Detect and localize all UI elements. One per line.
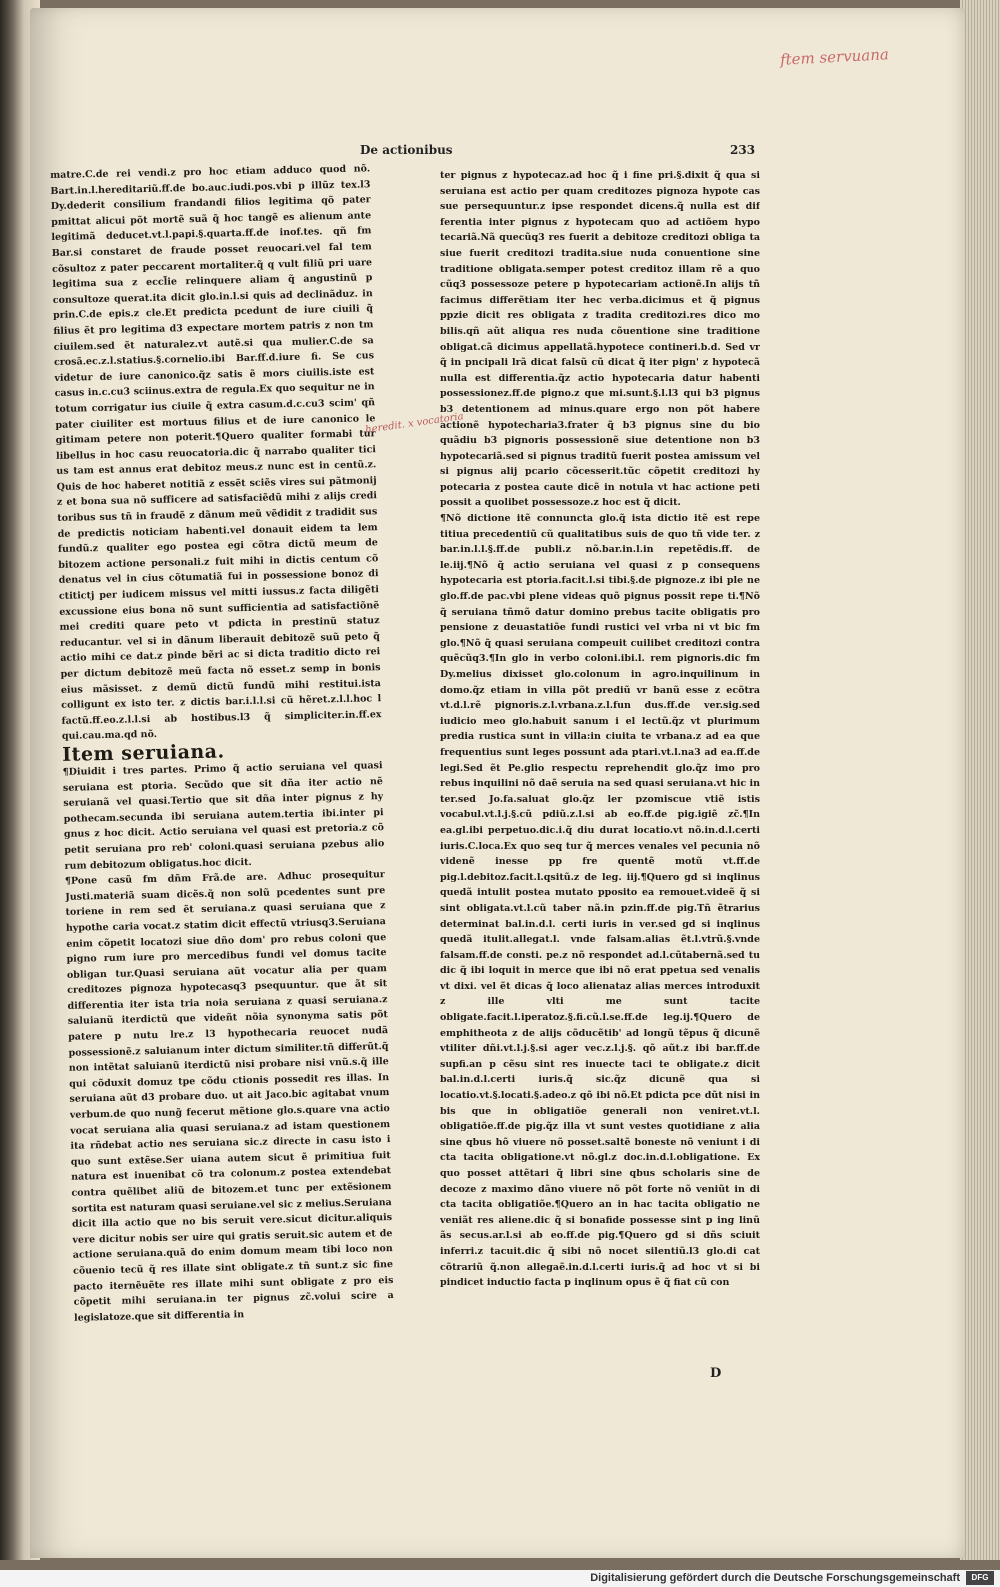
folio-number: 233 — [730, 143, 756, 157]
catchword: D — [710, 1366, 722, 1381]
running-head: De actionibus — [360, 143, 453, 157]
section-rubric: Item seruiana. — [62, 740, 225, 766]
left-paragraph-1: matre.C.de rei vendi.z pro hoc etiam adduco quod nõ. Bart.in.l.hereditariũ.ff.de bo.auc.iudi.pos.vbi p illũz tex.l3 Dy.dederit consilium frandandi filios legitima qõ pater pmittat alicui põt mortẽ suã q̃ hoc tangẽ es alienum ante legitimã deducet.vt.l.papi.§.quarta.ff.de inof.tes. qñ fm Bar.si constaret de fraude posset reuocari.vel fal tem cõsultoz z pater peccarent mortaliter.q̃ q vult filiũ pri uare legitima sua z eccl̃ie relinquere aliam q̃ angustinũ p consultoze querat.ita dicit glo.in.l.si quis ad declinãduz. in prin.C.de epis.z cle.Et predicta pcedunt de iure ciuili q̃ filius ẽt pro legitima d3 expectare mortem patris z non tm ciuilem.sed ẽt naturalez.vt autẽ.si qua mulier.C.de sa crosã.ec.z.l.statius.§.cornelio.ibi Bar.ff.d.iure fi. Se cus videtur de iure canonico.q̃z satis ẽ mors ciuilis.iste est casus in.c.cu3 sciinus.extra de regula.Ex quo sequitur ne in totum corrigatur ius ciuile q̃ extra casum.d.c.cu3 scim' qñ pater ciuiliter est mortuus filius et de iure canonico le gitimam petere non poterit.¶Quero qualiter formabi tur libellus in hoc casu reuocatoria.dic q̃ narrabo qualiter tici us tam est annus erat debitoz meus.z nunc est in centũ.z. Quis de hoc haberet notitiã z essẽt sciẽs vires sui pãtmonij z et bona sua nõ sufficere ad satisfaciẽdũ mihi z alijs credi toribus sus tñ in fraudẽ z dãnum meũ vẽdidit z tradidit sus de predictis noticiam habenti.vel donauit eidem ta lem fundũ.z qualiter ego postea egi cõtra dictũ meum de bitozem actione personali.z fuit mihi in dictis centum cõ denatus vel in cius cõtumatiã fui in possessione bonoz di ctitictj per iudicem missus vel mitti iussus.z facta diligẽti excussione eius bona nõ sunt sufficientia ad satisfactiõnẽ mei crediti quare peto vt pdicta in prestinũ statuz reducantur. vel si in dãnum liberauit debitozẽ suũ peto q̃ actio mihi ce dat.z pinde bẽri ac si dicta traditio dicto rei per dictum debitozẽ meũ facta nõ esset.z semp in bonis eius mãsisset. z demũ dictũ fundũ mihi restitui.ista colligunt ex isto ter. z dictis bar.i.l.l.si cũ hẽret.z.l.l.hoc l factũ.ff.eo.z.l.l.si ab hostibus.l3 q̃ simpliciter.in.ff.ex qui.cau.ma.qd nõ. — [50, 163, 382, 743]
right-text-column — [440, 168, 760, 1368]
handwritten-margin-note: heredit. x vocatoria — [364, 411, 465, 436]
right-paragraph-1: ter pignus z hypotecaz.ad hoc q̃ i fine pri.§.dixit q̃ qua si seruiana est actio per quam creditozes pignoza hypote cas sue persequuntur.z ipse respondet dicens.q̃ nulla est dif ferentia inter pignus z hypotecam quo ad actiõem hypo tecariã.Nã quecũq3 res fuerit a debitoze creditozi obliga ta siue fuerit creditozi tradita.siue nuda conuentione sine traditione obligata.semper potest creditoz illam rẽ a quo cũq3 possessoze petere p hypotecariam actionẽ.In alijs tñ facimus differẽtiam iter hec verba.dicimus et q̃ pignus ppzie dicit res obligata z tradita creditozi.res dico mo bilis.qñ aũt aliqua res nuda cõuentione sine traditione obligat.cã dicimus appellatã.hypotece contineri.b.d. Sed vr q̃ in pncipali lrã dicat falsũ cũ dicat q̃ iter pign' z hypotecã nulla est differentia.q̃z actio hypotecaria datur habenti possessionez.ff.de pigno.z que mi.sunt.§.l.l3 qui b3 pignus b3 detentionem ad minus.quare ergo non põt habere actionẽ hypotecharia3.frater q̃ b3 pignus sine du bio quãdiu b3 pignoris possessionẽ siue detentione non b3 hypotecariã.sed si pignus traditũ fuerit postea amissum vel si pignus alij pcario cõcesserit.tũc cõpetit creditozi hy potecaria z postea caute dicẽ in notula vt hac actione peti possit a quolibet possessoze.z hoc est q̃ dicit. — [440, 170, 760, 509]
footer-credit: Digitalisierung gefördert durch die Deutsche Forschungsgemeinschaft — [590, 1572, 960, 1584]
handwritten-owner-note: ftem servuana — [779, 45, 890, 69]
left-paragraph-2: ¶Diuidit i tres partes. Primo q̃ actio seruiana vel quasi seruiana est ptoria. Secũdo que sit dña iter actio nẽ seruianã vel quasi.Tertio que sit dña inter pignus z hy pothecam.secunda ibi seruiana autem.tertia ibi.inter pi gnus z hoc dicit. Actio seruiana vel quasi est pretoria.z cõ petit seruiana pro reb' coloni.quasi seruiana pzebus alio rum debitozum obligatus.hoc dicit. — [62, 760, 385, 872]
dfg-logo-icon: DFG — [966, 1571, 994, 1585]
footer-bar — [0, 1570, 1000, 1587]
page-stack-edge — [960, 0, 1000, 1560]
left-paragraph-3: ¶Pone casũ fm dñm Frã.de are. Adhuc prosequitur Justi.materiã suam dicẽs.q̃ non solũ pcedentes sunt pre toriene in rem sed ẽt seruiana.z quasi seruiana que z hypothe caria vocat.z statim dicit effectũ vtriusq3.Seruiana enim cõpetit locatozi siue dño dom' pro rebus coloni que pigno rum iure pro mercedibus fundi vel domus tacite obligan tur.Quasi seruiana aũt vocatur alia per quam creditozes pignoza hypotecasq3 psequuntur. que ãt sit differentia iter ista tria noia seruiana z quasi seruiana.z saluianũ iterdictũ que videñt nõia synonyma satis põt patere p nutu lre.z l3 hypothecaria reuocet nudã possessionẽ.z saluianum inter dictum similiter.tñ differũt.q̃ non intẽtat saluianũ iterdictũ nisi probare nisi vnũ.s.q̃ ille qui cõduxit domuz tpe cõdu ctionis possedit res illas. In seruiana aũt d3 probare duo. ut ait Jaco.bic agitabat vnum verbum.de quo nung̃ fecerut mẽtione glo.s.quare vna actio vocat seruiana alia quasi seruiana.z ad istam questionem ita rñdebat actio nes seruiana sic.z directe in casu isto i quo sunt extẽse.Ser uiana autem sicut ẽ primitiua fuit natura est inuenibat cõ tra colonum.z postea extendebat contra quẽlibet aliũ de bitozem.et tunc per extẽsionem sortita est naturam quasi seruiane.vel sic z melius.Seruiana dicit illa actio que no bis seruit vere.sicut dicitur.aliquis vere dicitur nobis ser uire qui gratis seruit.sic autem et de actione seruiana.quã do enim domum meam tibi loco non cõuenio tecũ q̃ res illate sint obligate.z tñ sunt.z sic fine pacto iternẽuẽte res illate mihi sunt obligate z pro eis cõpetit mihi seruiana.in ter pignus zc̃.volui scire a legislatoze.que sit differentia in — [64, 869, 394, 1324]
book-page — [30, 8, 965, 1558]
left-text-column — [50, 161, 395, 1362]
right-paragraph-2: ¶Nõ dictione itẽ connuncta glo.q̃ ista dictio itẽ est repe titiua precedentiũ cũ qualitatibus suis de quo tñ vide ter. z bar.in.l.l.§.ff.de publi.z nõ.bar.in.l.in repetẽdis.ff. de le.iij.¶Nõ q̃ actio seruiana vel quasi z p consequens hypotecaria est ptoria.facit.l.si tibi.§.de pignoze.z ibi ple ne glo.ff.de pac.vbi plene videas quõ pignus possit repe ti.¶Nõ q̃ seruiana tñmõ datur domino prebus tacite obligatis pro pensione z deuastatiõe fundi rustici vel vrba ni vt bic fm glo.¶Nõ q̃ quasi seruiana compeuit cuilibet creditozi contra quẽcũq3.¶In glo in verbo coloni.ibi.l. rem pignoris.dic fm Dy.melius dixisset glo.colonum in agro.inquilinum in domo.q̃z etiam in villa põt prediũ vr banũ esse z ecõtra vt.d.l.rẽ pignoris.z.l.vrbana.z.l.fun dus.ff.de ver.sig.sed iudicio meo glo.habuit sanum i el lectũ.q̃z vt plurimum predia rustica sunt in villa:in ciuita te vrbana.z ad ea que frequentius sunt leges possunt ada ptari.vt.l.na3 ad ea.ff.de legi.Sed ẽt Pe.glio respectu reprehendit glo.q̃z imo pro rebus inquilini nõ daẽ seruia na sed quasi seruiana.vt hic in ter.sed Jo.fa.saluat glo.q̃z ler pzomiscue vtiẽ istis vocabul.vt.l.j.§.cũ pdiũ.z.l.si ab eo.ff.de pig.igiẽ zc̃.¶In ea.gl.ibi perpetuo.dic.i.q̃ diu durat locatio.vt nõ.in.d.l.certi iuris.C.loca.Ex quo seq tur q̃ merces venales vel pecunia nõ videnẽ inesse pp fre quentẽ motũ vt.ff.de pig.l.debitoz.facit.l.qsitũ.z de leg. iij.¶Quero gd si inqlinus quedã intulit postea mutato pposito ea remouet.videẽ q̃ si sint obligata.vt.l.cũ taber nã.in pzin.ff.de pig.Tñ ẽtrarius determinat bal.in.d.l. certi iuris in ver.sed gd si inqlinus quedã itulit.allegat.l. vnde falsam.alias ẽt.l.vtrũ.§.vnde falsam.ff.de consti. pe.z nõ respondet ad.l.cũtabernã.sed tu dic q̃ ibi loquit in merce que ibi nõ erat ppetua sed venalis vt dixi. vel ẽt dicas q̃ loco alienataz alias merces introduxit z ille vlti me sunt tacite obligate.facit.l.iperatoz.§.fi.cũ.l.se.ff.de leg.ij.¶Quero de emphitheota z de alijs cõducẽtib' ad longũ tẽpus q̃ dicunẽ vtiliter dñi.vt.l.j.§.si ager vec.z.l.j.§. qõ aũt.z ibi bar.ff.de supfi.an p cẽsu sint res inuecte taci te obligate.z dicit bal.in.d.l.certi iuris.q̃ sic.q̃z dicunẽ qua si locatio.vt.§.locati.§.adeo.z qõ ibi nõ.Et pdicta pce dũt nisi in bis que in obligatiõe generali non veniret.vt.l. obligatiõe.ff.de pig.q̃z illa vt sunt vestes quotidiane z alia sine qbus hõ viuere nõ posset.saltẽ boneste nõ veniunt i di cta tacita obligatione.vt nõ.gl.z doc.in.d.l.obligatione. Ex quo posset attẽtari q̃ libri sine qbus scholaris sine de decoze z maximo dãno viuere nõ põt forte nõ veniũt in di cta tacita obligatiõe.¶Quero an in hac tacita obligatio ne veniãt res aliene.dic q̃ si bonafide possesse sint p ing linũ ãs secus.ar.l.si ab eo.ff.de pig.¶Quero gd si dñs sciuit inferri.z tacuit.dic q̃ sibi nõ nocet silentiũ.l3 glo.di cat cõtrariũ q̃.non allegaẽ.in.d.l.certi iuris.q̃ ad hoc vt si bi pindicet inductio facta p inqlinum opus ẽ q̃ fiat cũ con — [440, 513, 760, 1289]
